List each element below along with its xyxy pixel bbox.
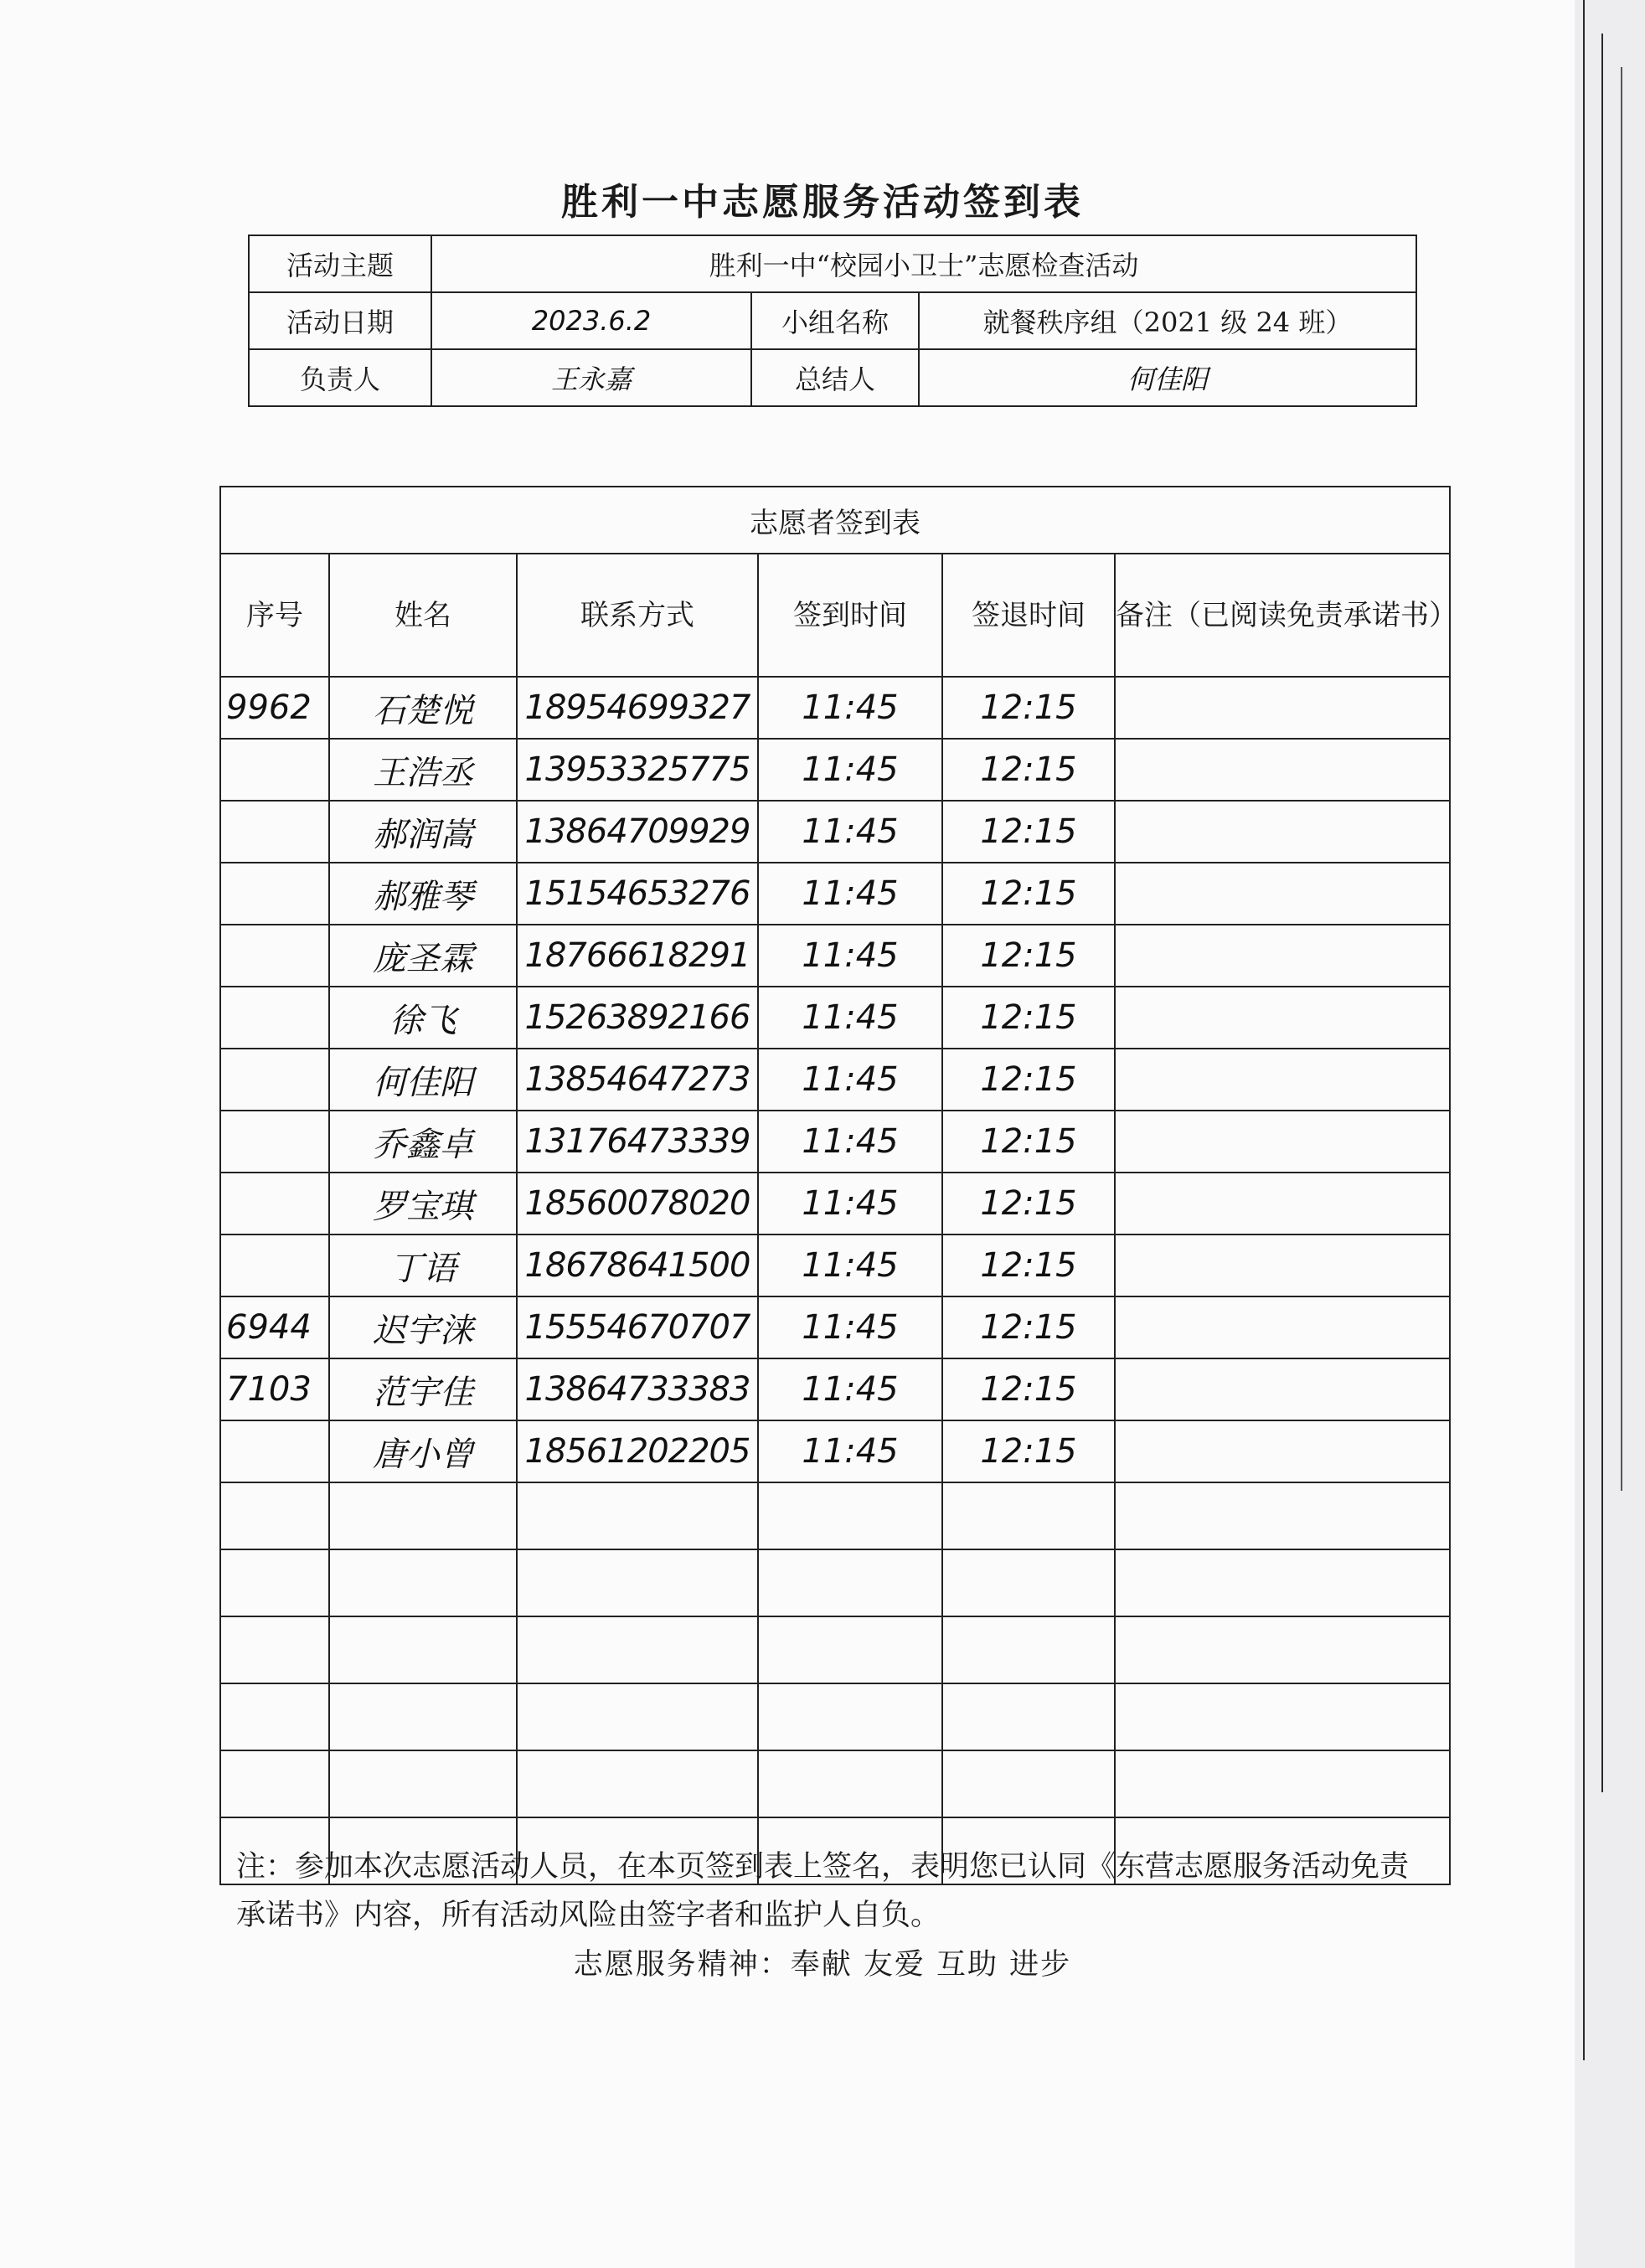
remark-cell (1115, 1173, 1450, 1235)
checkout-cell: 12:15 (942, 1296, 1115, 1358)
checkin-cell: 11:45 (758, 1358, 942, 1420)
theme-value: 胜利一中“校园小卫士”志愿检查活动 (431, 235, 1416, 292)
table-row (220, 925, 1450, 987)
remark-cell (1115, 1750, 1450, 1817)
checkout-cell: 12:15 (942, 1235, 1115, 1296)
checkout-cell (942, 1616, 1115, 1683)
paper-stack-edge (1575, 0, 1645, 2268)
phone-cell: 18561202205 (517, 1420, 758, 1482)
name-cell (329, 1683, 517, 1750)
seq-cell (220, 1235, 329, 1296)
phone-cell: 18560078020 (517, 1173, 758, 1235)
table-row (220, 677, 1450, 739)
phone-cell: 13176473339 (517, 1111, 758, 1173)
page-title: 胜利一中志愿服务活动签到表 (561, 181, 1084, 224)
checkin-cell: 11:45 (758, 863, 942, 925)
col-header-remark: 备注（已阅读免责承诺书） (1115, 554, 1450, 677)
remark-cell (1115, 1549, 1450, 1616)
seq-cell (220, 1173, 329, 1235)
col-header-phone: 联系方式 (517, 554, 758, 677)
page-edge-line (1601, 34, 1603, 1792)
table-row (220, 1683, 1450, 1750)
name-cell: 石楚悦 (329, 677, 517, 739)
table-row (220, 1111, 1450, 1173)
remark-cell (1115, 739, 1450, 801)
col-header-name: 姓名 (329, 554, 517, 677)
col-header-seq: 序号 (220, 554, 329, 677)
activity-info-table (248, 235, 1417, 407)
group-label: 小组名称 (751, 292, 919, 349)
volunteer-motto: 志愿服务精神：奉献 友爱 互助 进步 (573, 1948, 1072, 1982)
summary-label: 总结人 (751, 349, 919, 406)
checkin-cell (758, 1683, 942, 1750)
phone-cell: 13864709929 (517, 801, 758, 863)
name-cell: 郝润嵩 (329, 801, 517, 863)
seq-cell (220, 987, 329, 1049)
remark-cell (1115, 1482, 1450, 1549)
signin-section-title: 志愿者签到表 (220, 487, 1450, 554)
name-cell: 迟宇涞 (329, 1296, 517, 1358)
checkout-cell: 12:15 (942, 863, 1115, 925)
checkout-cell: 12:15 (942, 1420, 1115, 1482)
seq-cell (220, 925, 329, 987)
checkin-cell: 11:45 (758, 1049, 942, 1111)
name-cell (329, 1549, 517, 1616)
col-header-checkin: 签到时间 (758, 554, 942, 677)
volunteer-signin-table (219, 486, 1457, 1885)
name-cell (329, 1750, 517, 1817)
checkout-cell: 12:15 (942, 801, 1115, 863)
table-row (220, 1358, 1450, 1420)
phone-cell (517, 1683, 758, 1750)
signin-header-row (220, 554, 1450, 677)
checkout-cell: 12:15 (942, 925, 1115, 987)
name-cell: 乔鑫卓 (329, 1111, 517, 1173)
checkin-cell: 11:45 (758, 1173, 942, 1235)
table-row (220, 1235, 1450, 1296)
phone-cell (517, 1482, 758, 1549)
checkout-cell: 12:15 (942, 1049, 1115, 1111)
table-row (220, 1049, 1450, 1111)
name-cell: 范宇佳 (329, 1358, 517, 1420)
name-cell (329, 1616, 517, 1683)
remark-cell (1115, 863, 1450, 925)
name-cell: 庞圣霖 (329, 925, 517, 987)
checkin-cell: 11:45 (758, 1235, 942, 1296)
remark-cell (1115, 1683, 1450, 1750)
checkin-cell: 11:45 (758, 1420, 942, 1482)
name-cell: 何佳阳 (329, 1049, 517, 1111)
seq-cell (220, 1420, 329, 1482)
checkin-cell: 11:45 (758, 677, 942, 739)
remark-cell (1115, 1358, 1450, 1420)
name-cell: 丁语 (329, 1235, 517, 1296)
phone-cell: 13864733383 (517, 1358, 758, 1420)
checkout-cell: 12:15 (942, 1173, 1115, 1235)
remark-cell (1115, 1296, 1450, 1358)
remark-cell (1115, 1049, 1450, 1111)
checkout-cell (942, 1750, 1115, 1817)
seq-cell (220, 1049, 329, 1111)
checkin-cell (758, 1549, 942, 1616)
phone-cell (517, 1750, 758, 1817)
table-row (220, 1549, 1450, 1616)
leader-label: 负责人 (249, 349, 431, 406)
checkin-cell: 11:45 (758, 987, 942, 1049)
checkout-cell (942, 1683, 1115, 1750)
leader-signature: 王永嘉 (431, 349, 751, 406)
date-label: 活动日期 (249, 292, 431, 349)
table-row (220, 1173, 1450, 1235)
remark-cell (1115, 1111, 1450, 1173)
remark-cell (1115, 1616, 1450, 1683)
name-cell: 徐飞 (329, 987, 517, 1049)
group-value: 就餐秩序组（2021 级 24 班） (919, 292, 1416, 349)
name-cell: 罗宝琪 (329, 1173, 517, 1235)
seq-cell (220, 1616, 329, 1683)
phone-cell: 13854647273 (517, 1049, 758, 1111)
remark-cell (1115, 677, 1450, 739)
remark-cell (1115, 987, 1450, 1049)
checkout-cell (942, 1549, 1115, 1616)
seq-cell (220, 1549, 329, 1616)
checkout-cell: 12:15 (942, 739, 1115, 801)
phone-cell (517, 1549, 758, 1616)
seq-cell: 9962 (220, 677, 329, 739)
checkin-cell (758, 1616, 942, 1683)
table-row (220, 987, 1450, 1049)
page-edge-line (1583, 0, 1585, 2060)
seq-cell (220, 1683, 329, 1750)
seq-cell (220, 1482, 329, 1549)
phone-cell: 15154653276 (517, 863, 758, 925)
remark-cell (1115, 1235, 1450, 1296)
seq-cell (220, 739, 329, 801)
checkin-cell: 11:45 (758, 1296, 942, 1358)
name-cell (329, 1482, 517, 1549)
phone-cell: 18766618291 (517, 925, 758, 987)
date-value: 2023.6.2 (431, 292, 751, 349)
checkout-cell (942, 1482, 1115, 1549)
table-row (220, 1616, 1450, 1683)
seq-cell (220, 801, 329, 863)
seq-cell (220, 863, 329, 925)
checkout-cell: 12:15 (942, 677, 1115, 739)
remark-cell (1115, 925, 1450, 987)
seq-cell: 7103 (220, 1358, 329, 1420)
checkin-cell: 11:45 (758, 925, 942, 987)
checkin-cell (758, 1750, 942, 1817)
checkout-cell: 12:15 (942, 1358, 1115, 1420)
seq-cell (220, 1111, 329, 1173)
checkin-cell: 11:45 (758, 801, 942, 863)
phone-cell: 13953325775 (517, 739, 758, 801)
table-row (220, 1482, 1450, 1549)
summary-signature: 何佳阳 (919, 349, 1416, 406)
table-row (220, 1420, 1450, 1482)
checkin-cell: 11:45 (758, 739, 942, 801)
col-header-checkout: 签退时间 (942, 554, 1115, 677)
remark-cell (1115, 801, 1450, 863)
page-edge-line (1621, 67, 1622, 1491)
seq-cell (220, 1750, 329, 1817)
checkin-cell: 11:45 (758, 1111, 942, 1173)
checkin-cell (758, 1482, 942, 1549)
phone-cell: 18954699327 (517, 677, 758, 739)
phone-cell (517, 1616, 758, 1683)
checkout-cell: 12:15 (942, 1111, 1115, 1173)
name-cell: 唐小曾 (329, 1420, 517, 1482)
table-row (220, 801, 1450, 863)
seq-cell: 6944 (220, 1296, 329, 1358)
phone-cell: 15263892166 (517, 987, 758, 1049)
phone-cell: 15554670707 (517, 1296, 758, 1358)
remark-cell (1115, 1420, 1450, 1482)
table-row (220, 739, 1450, 801)
checkout-cell: 12:15 (942, 987, 1115, 1049)
table-row (220, 1296, 1450, 1358)
phone-cell: 18678641500 (517, 1235, 758, 1296)
theme-label: 活动主题 (249, 235, 431, 292)
name-cell: 王浩丞 (329, 739, 517, 801)
table-row (220, 1750, 1450, 1817)
name-cell: 郝雅琴 (329, 863, 517, 925)
disclaimer-note: 注：参加本次志愿活动人员，在本页签到表上签名，表明您已认同《东营志愿服务活动免责承诺书》内容，所有活动风险由签字者和监护人自负。 (236, 1850, 1410, 1932)
table-row (220, 863, 1450, 925)
